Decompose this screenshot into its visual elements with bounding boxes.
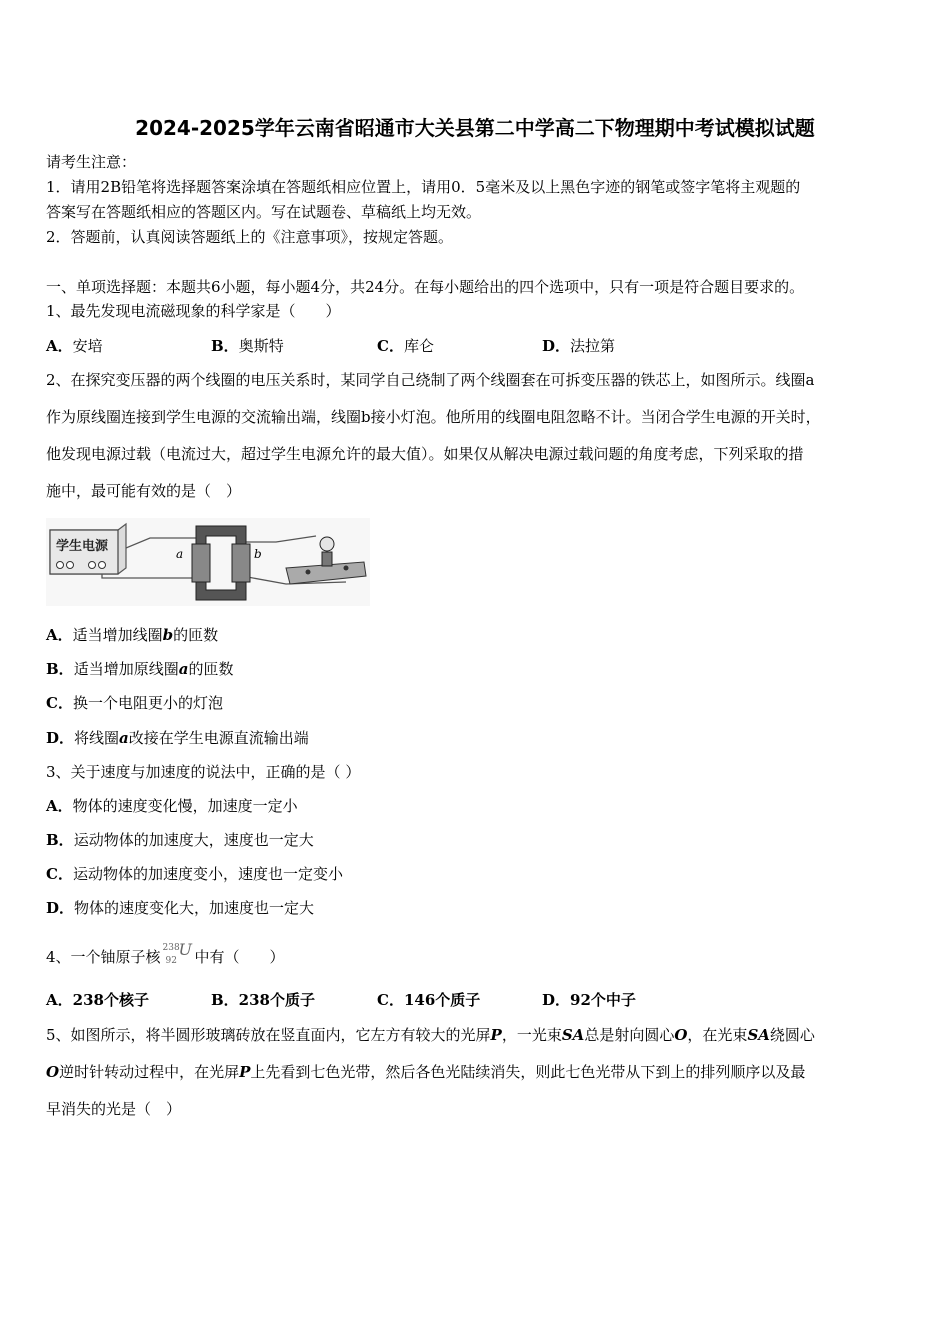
page-title: 2024-2025学年云南省昭通市大关县第二中学高二下物理期中考试模拟试题 [135, 116, 815, 140]
q3-option-d-label: D． [46, 899, 75, 917]
q1-option-a [46, 336, 103, 356]
q5-text-1e: 绕圆心 [769, 1026, 815, 1044]
q5-var-p: P [490, 1026, 502, 1044]
student-power-supply [50, 524, 126, 574]
q4-stem [46, 940, 285, 967]
q2-option-d-var: a [119, 729, 129, 747]
q2-option-a-text: 适当增加线圈 [72, 626, 163, 644]
q1-option-c-text: 库仑 [403, 337, 434, 355]
q3-option-a [46, 796, 298, 816]
q3-stem: 3、关于速度与加速度的说法中，正确的是（ ） [46, 763, 361, 781]
q2-option-a-label: A． [46, 626, 73, 644]
nuclide-symbol: U [178, 940, 193, 959]
nuclide-mass-number: 238 [162, 943, 180, 953]
q2-option-a-text2: 的匝数 [173, 626, 219, 644]
q5-text-1d: ，在光束 [687, 1026, 748, 1044]
notice-line-1a: 1．请用2B铅笔将选择题答案涂填在答题纸相应位置上，请用0．5毫米及以上黑色字迹的钢笔或签字笔将主观题的 [46, 178, 801, 196]
q5-var-sa: SA [561, 1026, 585, 1044]
q2-option-d-text: 将线圈 [74, 729, 120, 747]
q1-option-b-text: 奥斯特 [238, 337, 284, 355]
q5-text-2b: 上先看到七色光带，然后各色光陆续消失，则此七色光带从下到上的排列顺序以及最 [250, 1063, 806, 1081]
q3-option-a-text: 物体的速度变化慢，加速度一定小 [72, 797, 298, 815]
q1-option-d-label: D． [542, 337, 571, 355]
q3-option-b-label: B． [46, 831, 74, 849]
q1-stem: 1、最先发现电流磁现象的科学家是（ ） [46, 302, 341, 320]
q3-option-b [46, 830, 314, 850]
section-1-heading: 一、单项选择题：本题共6小题，每小题4分，共24分。在每小题给出的四个选项中，只有一项是符合题目要求的。 [46, 278, 805, 296]
q2-stem-line-4: 施中，最可能有效的是（ ） [46, 482, 242, 500]
q2-option-d-label: D． [46, 729, 75, 747]
q5-stem-line-3: 早消失的光是（ ） [46, 1100, 182, 1118]
transformer-diagram [46, 518, 370, 606]
notice-heading: 请考生注意： [46, 153, 137, 171]
q2-option-b-text2: 的匝数 [188, 660, 234, 678]
q5-text-1b: ，一光束 [501, 1026, 562, 1044]
q2-stem-line-3: 他发现电源过载（电流过大，超过学生电源允许的最大值）。如果仅从解决电源过载问题的角度考虑，下列采取的措 [46, 445, 804, 463]
q1-option-b [211, 336, 284, 356]
q5-var-p-2: P [239, 1063, 251, 1081]
q1-option-a-label: A． [46, 337, 73, 355]
q4-stem-post: 中有（ ） [194, 948, 285, 966]
q1-option-d-text: 法拉第 [570, 337, 616, 355]
q3-option-c-text: 运动物体的加速度变小，速度也一定变小 [72, 865, 343, 883]
q5-var-o-2: O [46, 1063, 60, 1081]
q4-option-a: A．238个核子 [46, 991, 149, 1009]
q2-option-b-var: a [178, 660, 189, 678]
q5-text-2a: 逆时针转动过程中，在光屏 [59, 1063, 240, 1081]
q2-option-a-var: b [162, 626, 174, 644]
notice-line-2: 2．答题前，认真阅读答题纸上的《注意事项》，按规定答题。 [46, 228, 454, 246]
notice-line-1b: 答案写在答题纸相应的答题区内。写在试题卷、草稿纸上均无效。 [46, 203, 482, 221]
q4-option-c: C．146个质子 [377, 991, 481, 1009]
q2-option-b-text: 适当增加原线圈 [73, 660, 179, 678]
bulb-icon [320, 537, 334, 551]
q2-option-d-text2: 改接在学生电源直流输出端 [128, 729, 309, 747]
q3-option-a-label: A． [46, 797, 73, 815]
q5-stem-line-2 [46, 1062, 805, 1082]
q2-option-c-label: C． [46, 694, 73, 712]
q2-stem-line-2: 作为原线圈连接到学生电源的交流输出端，线圈b接小灯泡。他所用的线圈电阻忽略不计。当闭合学生电源的开关时， [46, 408, 821, 426]
q2-option-d [46, 728, 309, 748]
q4-option-b: B．238个质子 [211, 991, 315, 1009]
q3-option-c-label: C． [46, 865, 73, 883]
q3-option-b-text: 运动物体的加速度大，速度也一定大 [73, 831, 314, 849]
q2-option-a [46, 625, 218, 645]
coil-a-label: a [176, 547, 184, 561]
nuclide-atomic-number: 92 [165, 956, 177, 966]
uranium-nuclide [161, 940, 195, 966]
q4-stem-pre: 4、一个铀原子核 [46, 948, 161, 966]
q3-option-c [46, 864, 343, 884]
q3-option-d [46, 898, 314, 918]
q1-option-c-label: C． [377, 337, 404, 355]
q5-text-1a: 5、如图所示，将半圆形玻璃砖放在竖直面内，它左方有较大的光屏 [46, 1026, 491, 1044]
q1-option-a-text: 安培 [72, 337, 103, 355]
transformer-core [192, 526, 250, 600]
q2-stem-line-1: 2、在探究变压器的两个线圈的电压关系时，某同学自己绕制了两个线圈套在可拆变压器的铁芯上，如图所示。线圈a [46, 371, 815, 389]
q5-var-sa-2: SA [747, 1026, 770, 1044]
coil-b-label: b [254, 547, 262, 561]
q1-option-d [542, 336, 615, 356]
q2-option-b [46, 659, 233, 679]
q1-option-b-label: B． [211, 337, 239, 355]
q3-option-d-text: 物体的速度变化大，加速度也一定大 [74, 899, 315, 917]
q5-text-1c: 总是射向圆心 [584, 1026, 675, 1044]
q5-stem-line-1 [46, 1025, 815, 1045]
q2-option-b-label: B． [46, 660, 74, 678]
q1-option-c [377, 336, 434, 356]
q5-var-o: O [674, 1026, 688, 1044]
power-supply-label: 学生电源 [56, 539, 109, 554]
q4-option-d: D．92个中子 [542, 991, 636, 1009]
q2-option-c-text: 换一个电阻更小的灯泡 [72, 694, 223, 712]
transformer-figure [46, 518, 370, 606]
q2-option-c [46, 693, 223, 713]
